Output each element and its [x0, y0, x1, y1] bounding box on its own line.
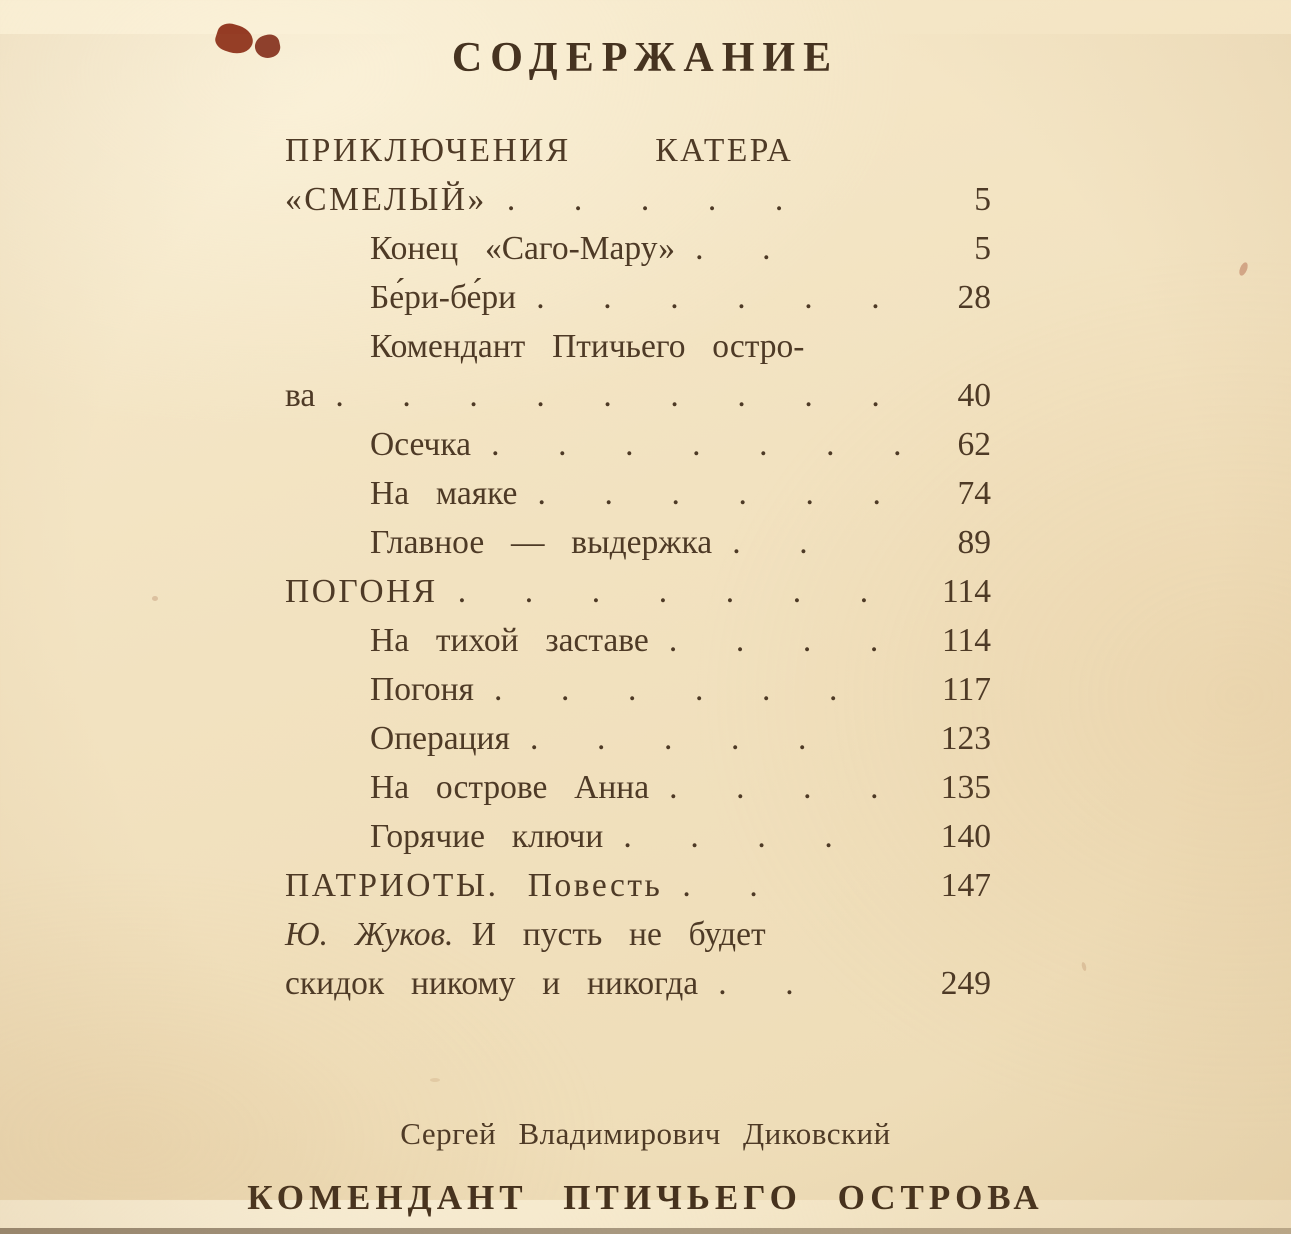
toc-entry — [285, 567, 991, 616]
toc-entry — [285, 175, 991, 224]
toc-entry — [285, 371, 991, 420]
toc-page-number: 135 — [940, 769, 991, 806]
toc-entry-label: Осечка — [370, 426, 471, 463]
toc-entry — [285, 224, 991, 273]
toc-leader-dots: . . — [718, 965, 794, 1002]
toc-leader-dots: . . . . . . — [494, 671, 838, 708]
toc-entry-label: Комендант Птичьего остро- — [370, 328, 805, 365]
toc-entry-label: ПАТРИОТЫ. Повесть — [285, 867, 663, 904]
toc-leader-dots: . . . . . — [529, 720, 807, 757]
toc-entry-label: Погоня — [370, 671, 474, 708]
toc-entry — [285, 665, 991, 714]
toc-leader-dots: . . — [682, 867, 758, 904]
toc-page-number: 249 — [940, 965, 991, 1002]
toc-entry — [285, 420, 991, 469]
toc-page-number: 62 — [957, 426, 991, 463]
toc-entry-label: ПРИКЛЮЧЕНИЯ КАТЕРА — [285, 132, 794, 169]
toc-entry-label: Ю. Жуков. И пусть не будет — [285, 916, 766, 953]
toc-entry — [285, 126, 991, 175]
toc-entry-label: ва — [285, 377, 316, 414]
toc-entry — [285, 518, 991, 567]
toc-page-number: 5 — [974, 230, 991, 267]
toc-entry-label: Бе́ри-бе́ри — [370, 279, 517, 316]
author-name: Сергей Владимирович Диковский — [400, 1116, 891, 1151]
toc-page-number: 114 — [941, 622, 991, 659]
toc-leader-dots: . . . . — [668, 622, 879, 659]
toc-entry — [285, 959, 991, 1008]
toc-page-number: 28 — [957, 279, 991, 316]
colophon — [0, 1116, 1291, 1218]
toc-page-number: 5 — [974, 181, 991, 218]
paper-speck — [430, 1078, 440, 1082]
toc-entry — [285, 616, 991, 665]
toc-entry — [285, 322, 991, 371]
toc-leader-dots: . . — [695, 230, 771, 267]
toc-entry — [285, 469, 991, 518]
toc-leader-dots: . . . . . . — [537, 475, 881, 512]
toc-page-number: 123 — [940, 720, 991, 757]
toc-entry — [285, 714, 991, 763]
page-title: СОДЕРЖАНИЕ — [451, 35, 840, 81]
toc-entry-label: На острове Анна — [370, 769, 650, 806]
toc-entry-label: скидок никому и никогда — [285, 965, 699, 1002]
toc-entry-label: Главное — выдержка — [370, 524, 713, 561]
toc-entry-label: ПОГОНЯ — [285, 573, 438, 610]
toc-page-number: 147 — [940, 867, 991, 904]
toc-leader-dots: . . . . . — [506, 181, 784, 218]
toc-leader-dots: . . . . . . . . . — [335, 377, 880, 414]
toc-entry-label: Горячие ключи — [370, 818, 604, 855]
toc-entry — [285, 910, 991, 959]
toc-leader-dots: . . . . — [669, 769, 879, 806]
paper-speck — [152, 596, 158, 601]
toc-leader-dots: . . . . . . . — [491, 426, 902, 463]
paper-speck — [1081, 962, 1087, 972]
toc-page-number: 114 — [941, 573, 991, 610]
toc-entry — [285, 273, 991, 322]
toc-entry — [285, 861, 991, 910]
toc-page-number: 117 — [941, 671, 991, 708]
toc-entry-label: На тихой заставе — [370, 622, 649, 659]
book-title: КОМЕНДАНТ ПТИЧЬЕГО ОСТРОВА — [247, 1178, 1044, 1217]
toc-entry-label: «СМЕЛЫЙ» — [285, 181, 487, 218]
toc-page-number: 89 — [957, 524, 991, 561]
toc-leader-dots: . . . . . . — [536, 279, 880, 316]
toc-entry-label: На маяке — [370, 475, 518, 512]
scanned-book-page — [0, 34, 1291, 1234]
toc-list — [285, 126, 991, 1008]
scan-bottom-edge — [0, 1228, 1291, 1234]
toc-author-italic: Ю. Жуков. — [285, 916, 454, 953]
toc-entry-label: Конец «Саго-Мару» — [370, 230, 676, 267]
toc-page-number: 140 — [940, 818, 991, 855]
toc-leader-dots: . . — [732, 524, 808, 561]
toc-entry — [285, 812, 991, 861]
toc-leader-dots: . . . . . . . — [457, 573, 869, 610]
toc-leader-dots: . . . . — [623, 818, 833, 855]
toc-entry-label: Операция — [370, 720, 510, 757]
toc-page-number: 74 — [957, 475, 991, 512]
paper-speck — [1238, 261, 1250, 277]
toc-entry — [285, 763, 991, 812]
toc-page-number: 40 — [957, 377, 991, 414]
